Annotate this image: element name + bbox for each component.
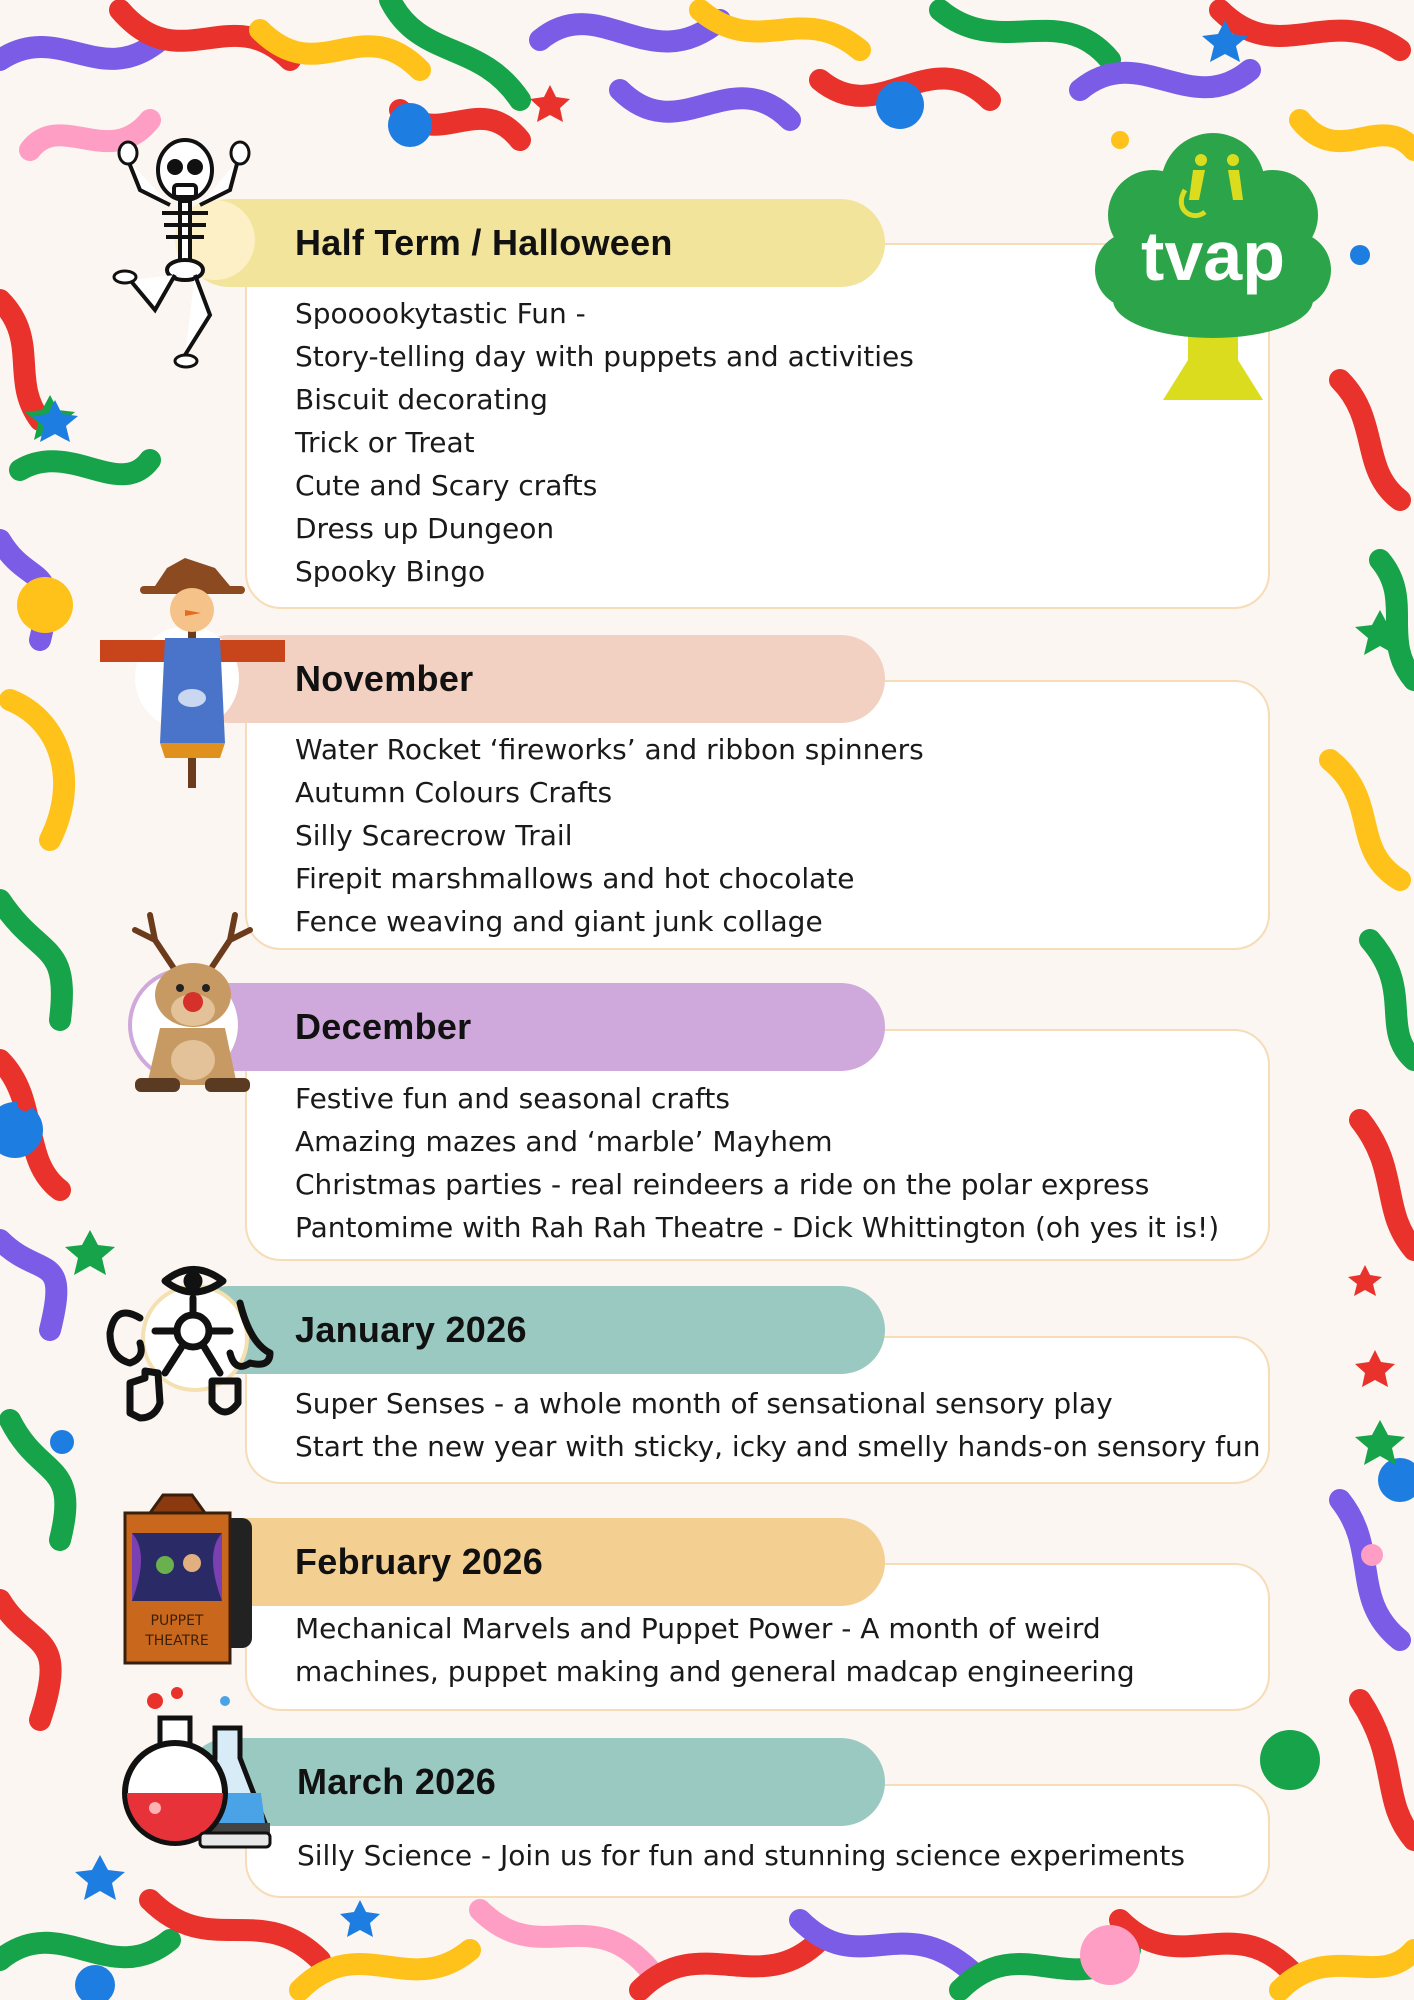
activity-item: Dress up Dungeon [295, 512, 555, 545]
puppet-theatre-text: THEATRE [145, 1633, 209, 1649]
section-title: January 2026 [295, 1309, 527, 1350]
activity-item: Silly Scarecrow Trail [295, 819, 573, 852]
activity-item: Silly Science - Join us for fun and stunning science experiments [297, 1839, 1185, 1872]
activity-item: machines, puppet making and general madcap engineering [295, 1655, 1135, 1688]
activity-item: Festive fun and seasonal crafts [295, 1082, 730, 1115]
activity-item: Christmas parties - real reindeers a ride on the polar express [295, 1168, 1150, 1201]
activity-item: Fence weaving and giant junk collage [295, 905, 823, 938]
section-title: December [295, 1006, 472, 1047]
tvap-logo [1093, 130, 1333, 400]
activity-item: Firepit marshmallows and hot chocolate [295, 862, 855, 895]
activity-item: Trick or Treat [295, 426, 475, 459]
activity-item: Story-telling day with puppets and activities [295, 340, 914, 373]
section-title: February 2026 [295, 1541, 544, 1582]
dancing-skeleton-icon [100, 135, 275, 375]
science-flasks-icon [115, 1683, 275, 1853]
activity-item: Amazing mazes and ‘marble’ Mayhem [295, 1125, 833, 1158]
activity-item: Super Senses - a whole month of sensational sensory play [295, 1387, 1113, 1420]
activity-item: Spooookytastic Fun - [295, 297, 586, 330]
puppet-theatre-icon [120, 1493, 260, 1668]
activity-item: Autumn Colours Crafts [295, 776, 613, 809]
activity-item: Cute and Scary crafts [295, 469, 598, 502]
puppet-theatre-text: PUPPET [150, 1613, 204, 1629]
activity-item: Biscuit decorating [295, 383, 548, 416]
section-title-pill [185, 1738, 885, 1826]
reindeer-icon [125, 910, 275, 1100]
activity-item: Start the new year with sticky, icky and smelly hands-on sensory fun [295, 1430, 1261, 1463]
section-title: Half Term / Halloween [295, 222, 673, 263]
activity-item: Pantomime with Rah Rah Theatre - Dick Whittington (oh yes it is!) [295, 1211, 1220, 1244]
section-title: November [295, 658, 474, 699]
activity-item: Spooky Bingo [295, 555, 486, 588]
activity-item: Mechanical Marvels and Puppet Power - A month of weird [295, 1612, 1101, 1645]
activity-list [297, 1834, 1185, 1877]
scarecrow-icon [95, 558, 295, 798]
five-senses-icon [100, 1263, 285, 1428]
section-title: March 2026 [297, 1761, 497, 1802]
logo-text: tvap [1141, 217, 1285, 295]
activity-item: Water Rocket ‘fireworks’ and ribbon spinners [295, 733, 924, 766]
